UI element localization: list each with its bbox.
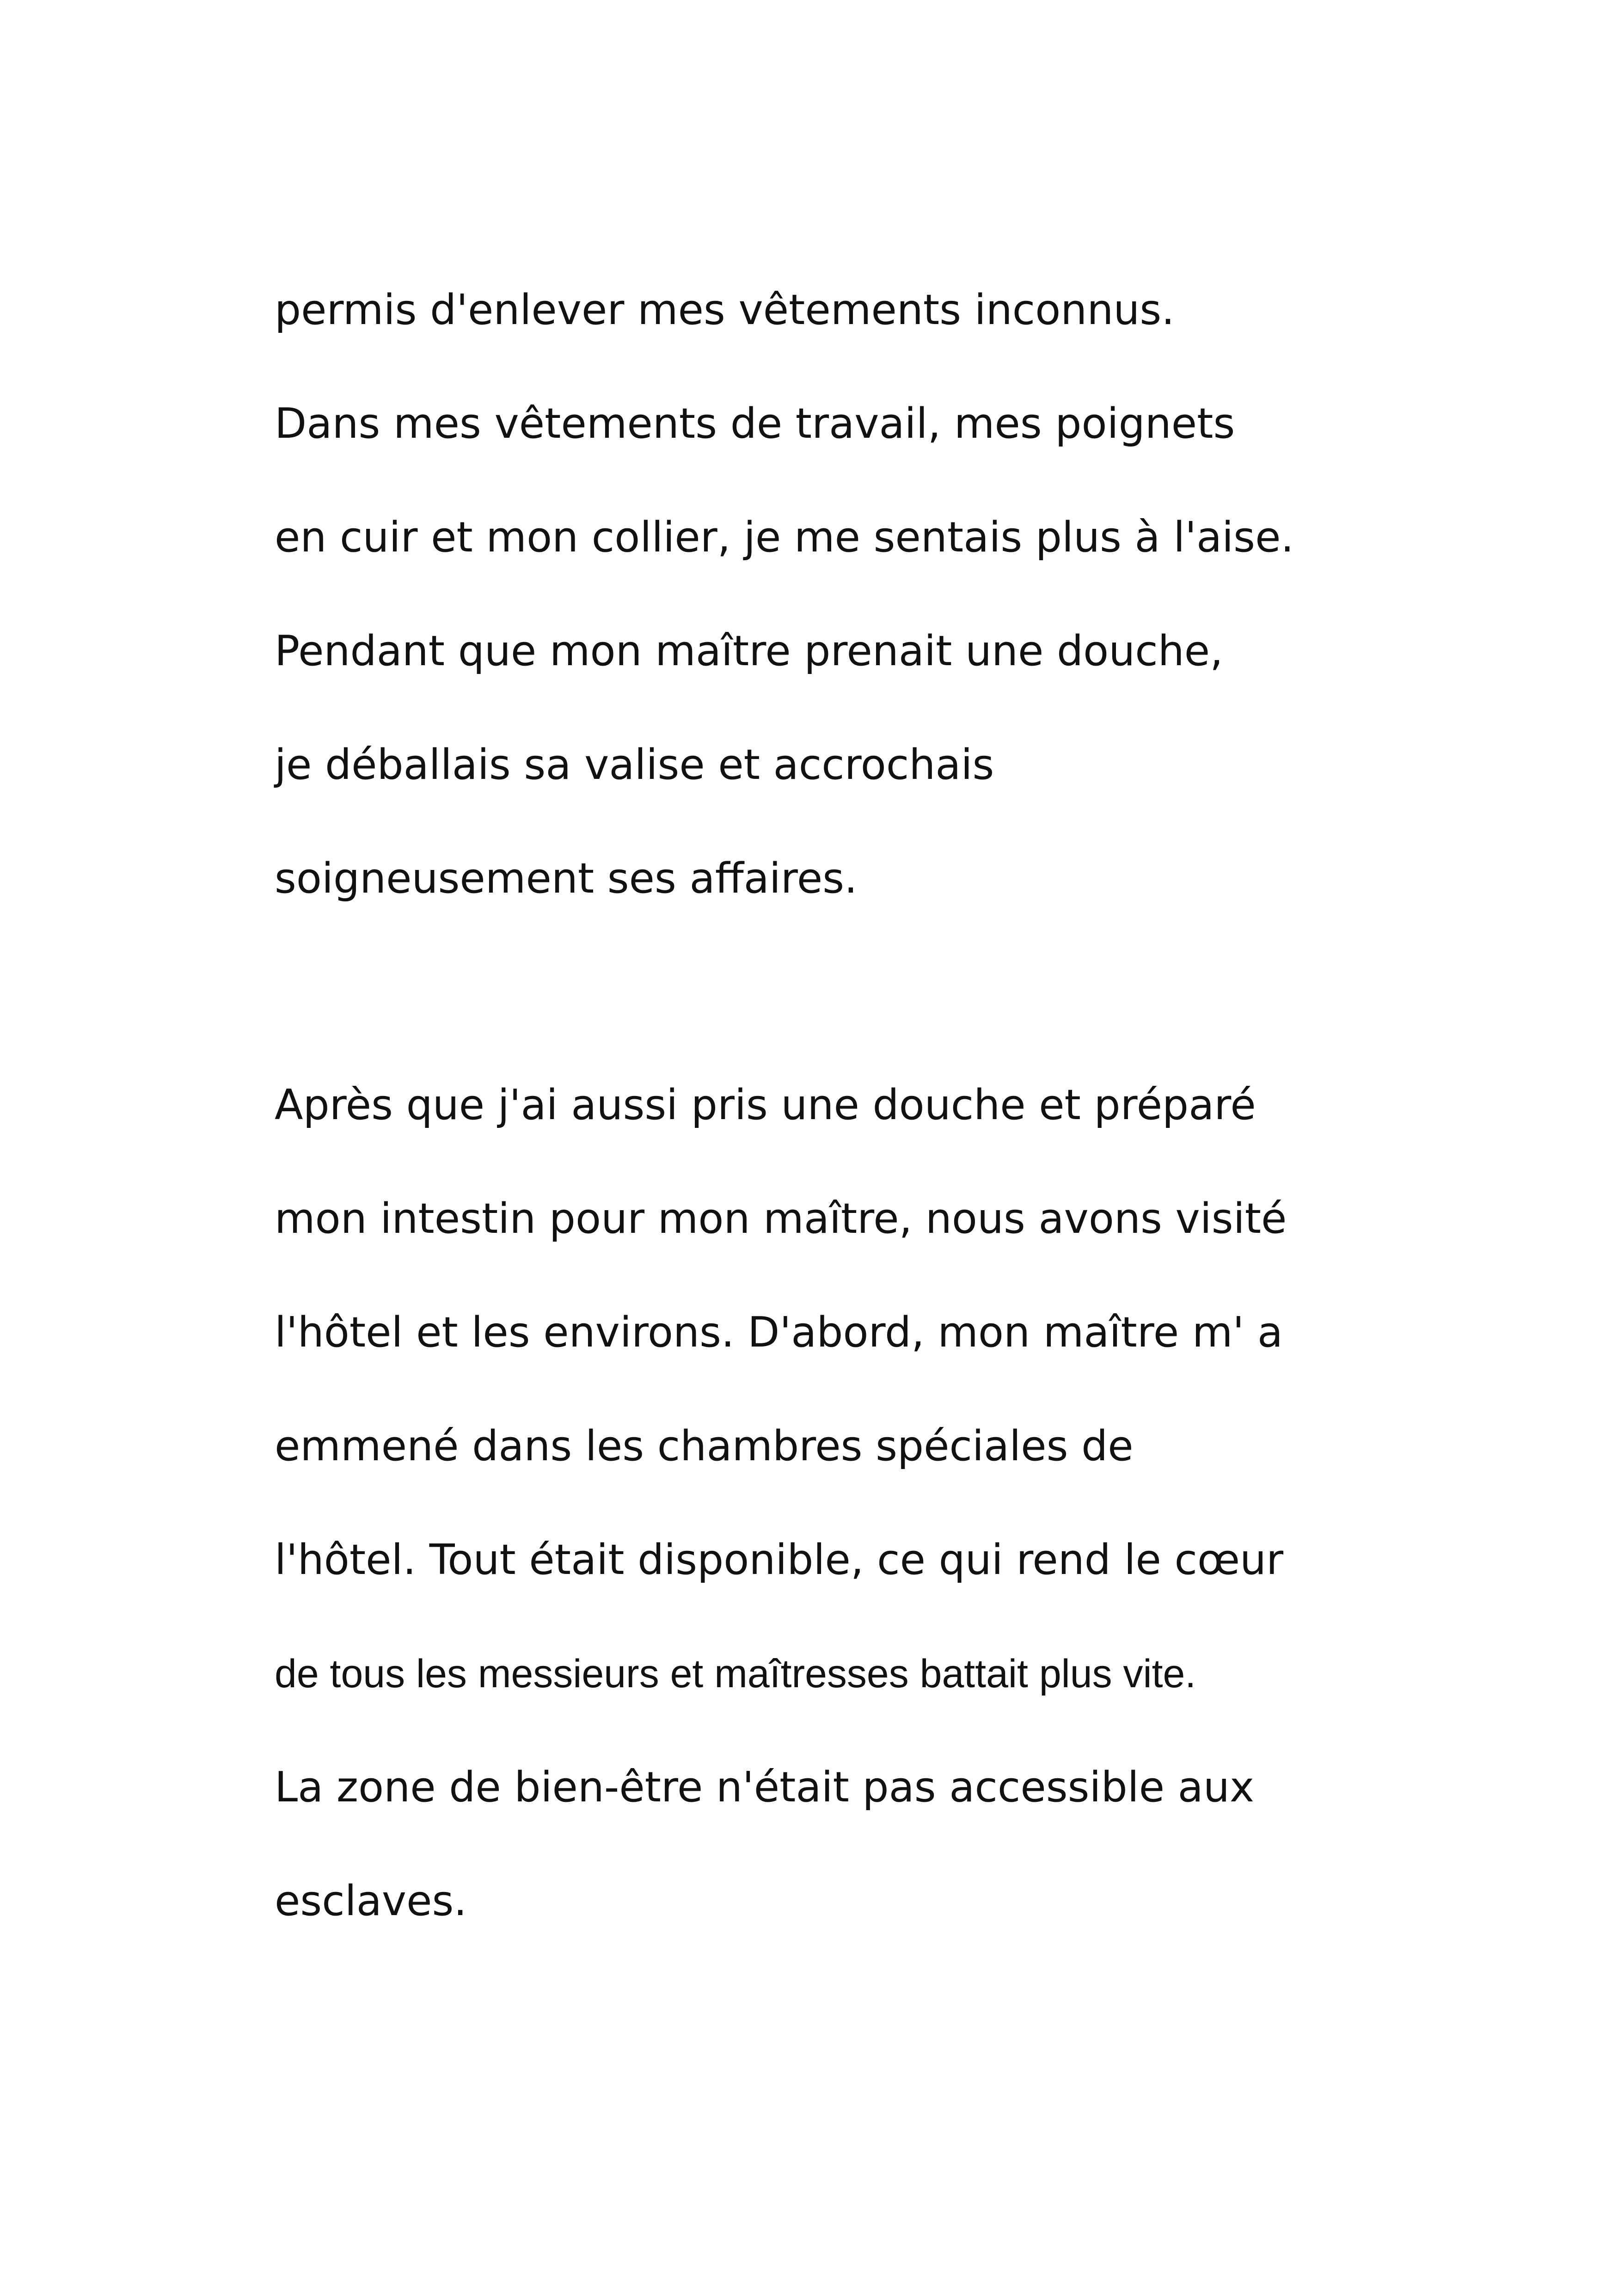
paragraph-1	[275, 253, 1412, 936]
text-line: permis d'enlever mes vêtements inconnus.	[275, 286, 1175, 334]
text-line: Dans mes vêtements de travail, mes poignets	[275, 399, 1235, 448]
text-line: soigneusement ses affaires.	[275, 854, 858, 903]
text-line: Après que j'ai aussi pris une douche et préparé	[275, 1081, 1256, 1129]
text-line: l'hôtel et les environs. D'abord, mon maître m' a	[275, 1308, 1283, 1357]
text-line: je déballais sa valise et accrochais	[275, 741, 994, 789]
text-line: en cuir et mon collier, je me sentais plus à l'aise.	[275, 513, 1294, 562]
text-line: mon intestin pour mon maître, nous avons visité	[275, 1194, 1287, 1243]
text-line: emmené dans les chambres spéciales de	[275, 1422, 1134, 1470]
text-line: esclaves.	[275, 1877, 467, 1925]
text-line: de tous les messieurs et maîtresses battait plus vite.	[275, 1652, 1196, 1696]
text-line: Pendant que mon maître prenait une douche,	[275, 627, 1223, 675]
paragraph-2	[275, 1048, 1412, 1958]
text-line: l'hôtel. Tout était disponible, ce qui rend le cœur	[275, 1536, 1284, 1584]
text-line: La zone de bien-être n'était pas accessible aux	[275, 1763, 1255, 1812]
